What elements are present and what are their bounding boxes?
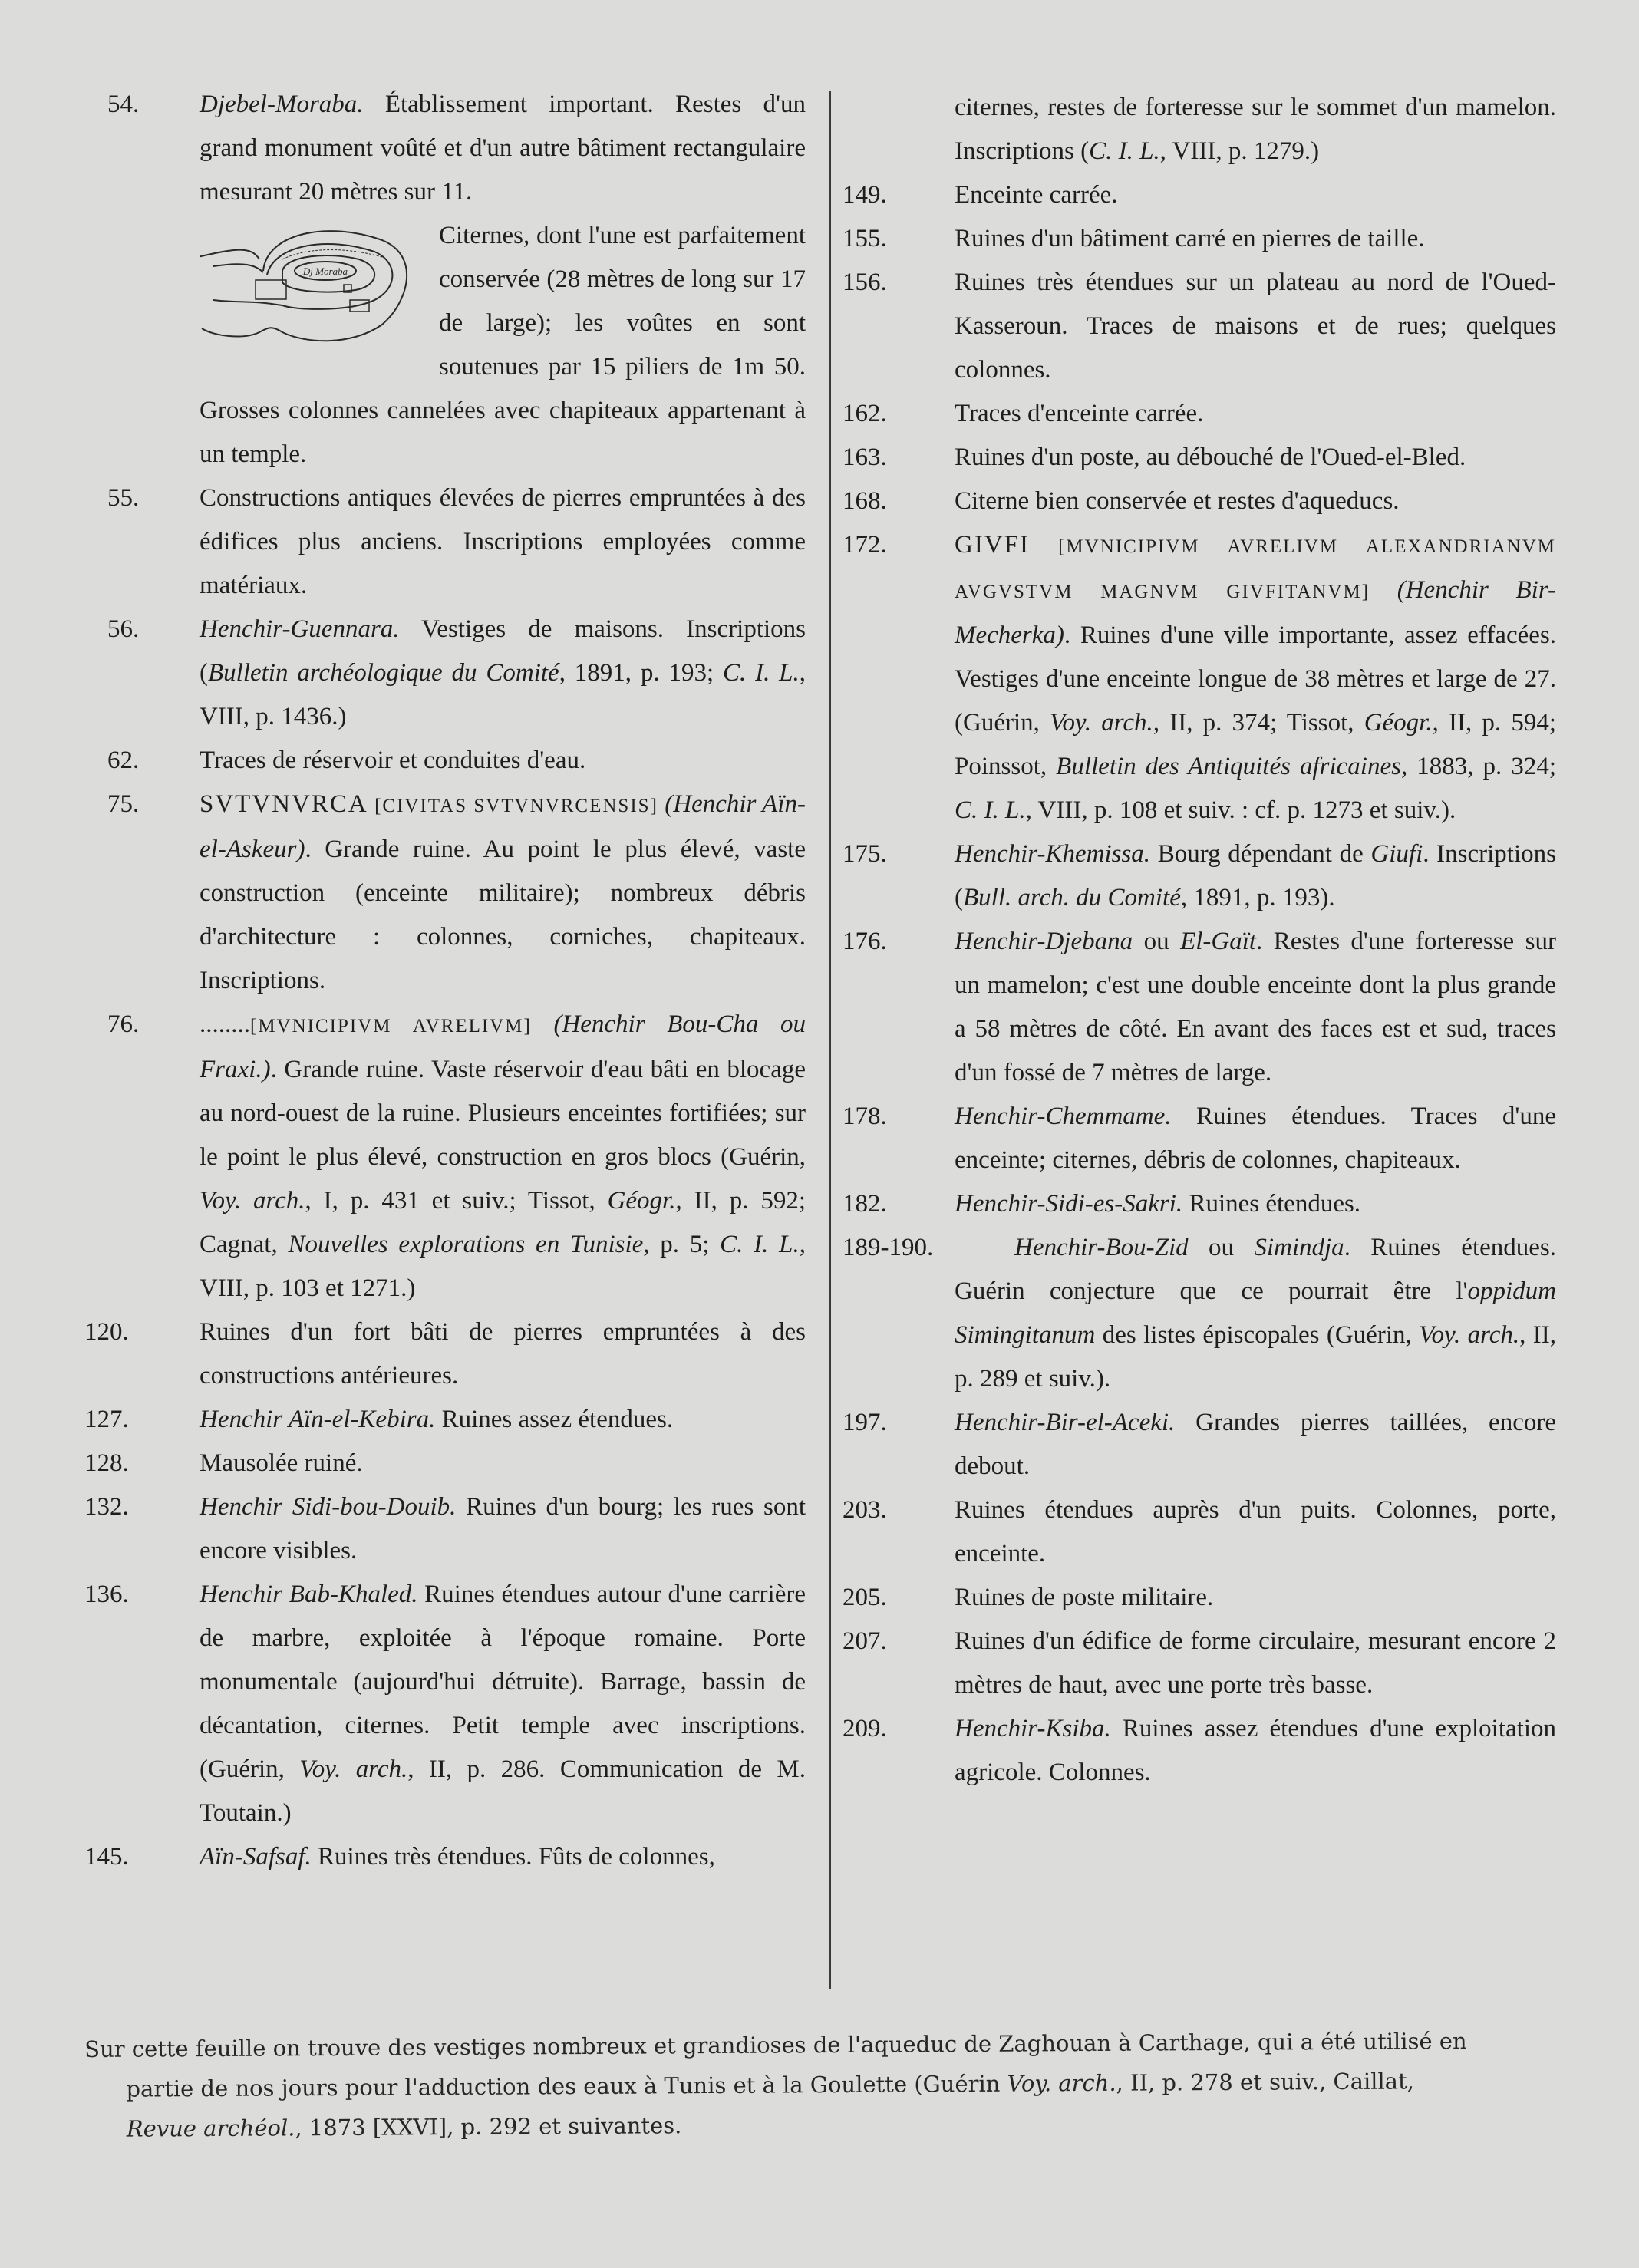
entry-text: , VIII, p. 108 et suiv. : cf. p. 1273 et suiv.). [1025, 796, 1456, 824]
site-sketch-map [200, 217, 420, 348]
entry-number: 207. [843, 1627, 887, 1655]
entry-number: 120. [84, 1318, 129, 1346]
entry-155 [843, 217, 1556, 261]
entry-text: , 1891, p. 193; [559, 659, 723, 687]
footer-text: , 1873 [XXVI], p. 292 et suivantes. [295, 2112, 682, 2141]
entry-text: citernes, restes de forteresse sur le sommet d'un mamelon. Inscriptions ( [955, 94, 1556, 165]
entry-number: 162. [843, 400, 887, 427]
site-name: Henchir-Bir-el-Aceki. [955, 1409, 1176, 1436]
entry-text: Traces de réservoir et conduites d'eau. [200, 747, 586, 774]
entry-text: , 1891, p. 193). [1180, 884, 1335, 911]
entry-136 [84, 1573, 806, 1835]
entry-number: 168. [843, 487, 887, 515]
entry-text: Citerne bien conservée et restes d'aqueducs. [955, 487, 1400, 515]
reference-title: Bulletin des Antiquités africaines [1056, 753, 1401, 780]
entry-text: Ruines étendues. [1182, 1190, 1361, 1218]
entry-number: 197. [843, 1409, 887, 1436]
entry-text: . Restes d'une forteresse sur un mamelon; c'est une double enceinte dont la plus grande a 58 mètres de côté. En avant des faces est et sud, traces d'un fossé de 7 mètres de large. [955, 928, 1557, 1086]
reference-title: Nouvelles explorations en Tunisie [288, 1231, 644, 1258]
site-name: Henchir-Ksiba. [955, 1715, 1111, 1742]
entry-207 [843, 1620, 1556, 1707]
entry-number: 127. [84, 1406, 129, 1433]
entry-182 [843, 1182, 1556, 1226]
entry-56 [100, 608, 806, 739]
entry-number: 155. [843, 225, 887, 252]
reference-title: oppidum Simingitanum [955, 1277, 1556, 1349]
entry-text: Mausolée ruiné. [200, 1449, 363, 1477]
footer-text: partie de nos jours pour l'adduction des eaux à Tunis et à la Goulette (Guérin [126, 2070, 1007, 2102]
entry-text: . Inscriptions ( [955, 840, 1556, 911]
reference-title: Bulletin archéologique du Comité [208, 659, 559, 687]
entry-text: Ruines assez étendues. [435, 1406, 674, 1433]
entry-number: 62. [107, 747, 140, 774]
entry-text: Ruines étendues auprès d'un puits. Colonnes, porte, enceinte. [955, 1496, 1556, 1567]
entry-76 [100, 1003, 806, 1310]
entry-text: , I, p. 431 et suiv.; Tissot, [305, 1187, 608, 1215]
entry-text: des listes épiscopales (Guérin, [1095, 1321, 1420, 1349]
entry-text: Bourg dépendant de [1150, 840, 1371, 868]
entry-55 [100, 476, 806, 608]
reference-title: C. I. L. [722, 659, 800, 687]
entry-text: Ruines d'un édifice de forme circulaire, mesurant encore 2 mètres de haut, avec une porte très basse. [955, 1627, 1556, 1699]
site-name: Henchir-Guennara. [200, 615, 400, 643]
entry-number: 182. [843, 1190, 887, 1218]
entry-number: 149. [843, 181, 887, 209]
reference-title: Voy. arch. [1050, 709, 1153, 737]
entry-text: , p. 5; [643, 1231, 721, 1258]
entry-149 [843, 173, 1556, 217]
entry-number: 178. [843, 1103, 887, 1130]
entry-163 [843, 436, 1556, 480]
entry-text: Constructions antiques élevées de pierres empruntées à des édifices plus anciens. Inscriptions employées comme matériaux. [200, 484, 806, 599]
ellipsis: ........ [200, 1010, 250, 1038]
entry-text: , II, p. 289 et suiv.). [955, 1321, 1557, 1393]
site-name: Henchir-Khemissa. [955, 840, 1151, 868]
reference-title: Géogr. [607, 1187, 676, 1215]
entry-text: . Ruines étendues. Guérin conjecture que ce pourrait être l' [955, 1234, 1557, 1305]
entry-text: , VIII, p. 1436.) [200, 659, 806, 730]
entry-number: 56. [107, 615, 140, 643]
footer-line: Sur cette feuille on trouve des vestiges nombreux et grandioses de l'aqueduc de Zaghouan à Carthage, qui a été utilisé en [84, 2027, 1467, 2062]
entry-62 [100, 739, 806, 783]
site-name: (Henchir Bir-Mecherka) [955, 576, 1557, 649]
entry-number: 189-190. [843, 1234, 934, 1261]
entry-203 [843, 1488, 1556, 1576]
entry-120 [84, 1310, 806, 1398]
entry-number: 54. [107, 91, 140, 118]
entry-text: Ruines de poste militaire. [955, 1584, 1214, 1611]
ancient-name: GIVFI [955, 531, 1030, 559]
column-divider [829, 91, 831, 1989]
entry-text: Ruines d'un fort bâti de pierres empruntées à des constructions antérieures. [200, 1318, 806, 1389]
entry-number: 176. [843, 928, 887, 955]
entry-209 [843, 1707, 1556, 1795]
entry-text: Traces d'enceinte carrée. [955, 400, 1204, 427]
site-name: Djebel-Moraba. [200, 91, 364, 118]
reference-title: Voy. arch. [1419, 1321, 1520, 1349]
entry-number: 75. [107, 790, 140, 818]
site-name: Aïn-Safsaf. [200, 1843, 312, 1871]
left-column [84, 83, 806, 1879]
entry-text: , II, p. 592; Cagnat, [200, 1187, 806, 1258]
entry-145 [84, 1835, 806, 1879]
continuation-text [850, 86, 1556, 173]
latin-name: [CIVITAS SVTVNVRCENSIS] [368, 796, 665, 816]
entry-number: 163. [843, 443, 887, 471]
entry-text: Ruines d'un poste, au débouché de l'Oued-el-Bled. [955, 443, 1466, 471]
site-name: Giufi [1370, 840, 1423, 868]
entry-number: 156. [843, 269, 887, 296]
site-name: Henchir Aïn-el-Kebira. [200, 1406, 436, 1433]
entry-176 [843, 920, 1557, 1095]
entry-text: . Grande ruine. Vaste réservoir d'eau bâti en blocage au nord-ouest de la ruine. Plusieurs enceintes fortifiées; sur le point le plus élevé, construction en gros blocs (Guérin, [200, 1056, 806, 1171]
entry-54 [100, 83, 806, 476]
entry-text: Ruines très étendues sur un plateau au nord de l'Oued-Kasseroun. Traces de maisons et de rues; quelques colonnes. [955, 269, 1556, 384]
site-name: Henchir-Chemmame. [955, 1103, 1172, 1130]
entry-172 [843, 523, 1557, 832]
site-name: Henchir-Djebana [955, 928, 1133, 955]
footer-text: , II, p. 278 et suiv., Caillat, [1116, 2068, 1415, 2096]
entry-text: Grandes pierres taillées, encore debout. [955, 1409, 1556, 1480]
reference-title: C. I. L. [1089, 137, 1160, 165]
entry-number: 128. [84, 1449, 129, 1477]
entry-number: 145. [84, 1843, 129, 1871]
entry-number: 132. [84, 1493, 129, 1521]
entry-162 [843, 392, 1556, 436]
site-name: Henchir-Bou-Zid [1014, 1234, 1189, 1261]
site-name: (Henchir Aïn-el-Askeur) [200, 790, 806, 863]
entry-text: , II, p. 286. Communication de M. Toutain.) [200, 1755, 806, 1827]
site-name: Henchir Bab-Khaled. [200, 1581, 418, 1608]
entry-197 [843, 1401, 1556, 1488]
reference-title: Revue archéol. [126, 2115, 295, 2142]
latin-name: [MVNICIPIVM AVRELIVM ALEXANDRIANVM AVGVSTVM MAGNVM GIVFITANVM] [955, 536, 1556, 602]
entry-text: Ruines étendues autour d'une carrière de marbre, exploitée à l'époque romaine. Porte monumentale (aujourd'hui détruite). Barrage, bassin de décantation, citernes. Petit temple avec inscriptions. (Guérin, [200, 1581, 806, 1783]
entry-178 [843, 1095, 1556, 1182]
reference-title: C. I. L. [955, 796, 1026, 824]
entry-text: Établissement important. Restes d'un grand monument voûté et d'un autre bâtiment rectangulaire mesurant 20 mètres sur 11. [200, 91, 806, 206]
site-name: Henchir Sidi-bou-Douib. [200, 1493, 457, 1521]
reference-title: Voy. arch. [299, 1755, 408, 1783]
site-name: (Henchir Bou-Cha ou Fraxi.) [200, 1010, 806, 1083]
entry-number: 172. [843, 531, 887, 559]
reference-title: C. I. L. [720, 1231, 800, 1258]
reference-title: Bull. arch. du Comité [963, 884, 1181, 911]
entry-text: Ruines étendues. Traces d'une enceinte; citernes, débris de colonnes, chapiteaux. [955, 1103, 1556, 1174]
reference-title: Voy. arch. [200, 1187, 305, 1215]
entry-number: 175. [843, 840, 887, 868]
entry-132 [84, 1485, 806, 1573]
footer-note [84, 2020, 1566, 2149]
site-name: Henchir-Sidi-es-Sakri. [955, 1190, 1183, 1218]
entry-75 [100, 783, 806, 1003]
entry-text: Enceinte carrée. [955, 181, 1118, 209]
sketch-label: Dj Moraba [302, 265, 348, 277]
entry-189-190 [843, 1226, 1557, 1401]
site-name: El-Gaït [1180, 928, 1257, 955]
entry-205 [843, 1576, 1556, 1620]
latin-name: [MVNICIPIVM AVRELIVM] [250, 1016, 554, 1037]
entry-number: 209. [843, 1715, 887, 1742]
entry-text: , VIII, p. 103 et 1271.) [200, 1231, 806, 1302]
ancient-name: SVTVNVRCA [200, 790, 368, 818]
entry-text: , II, p. 594; Poinssot, [955, 709, 1556, 780]
entry-128 [84, 1442, 806, 1485]
entry-text: . Grande ruine. Au point le plus élevé, vaste construction (enceinte militaire); nombreux débris d'architecture : colonnes, corniches, chapiteaux. Inscriptions. [200, 836, 806, 994]
entry-156 [843, 261, 1556, 392]
entry-text: ou [1188, 1234, 1255, 1261]
entry-text: Ruines d'un bourg; les rues sont encore visibles. [200, 1493, 806, 1564]
entry-text: Vestiges de maisons. Inscriptions ( [200, 615, 806, 687]
footer-line [85, 2100, 1566, 2149]
entry-text: ou [1133, 928, 1181, 955]
entry-text: , VIII, p. 1279.) [1159, 137, 1320, 165]
entry-text: Ruines d'un bâtiment carré en pierres de taille. [955, 225, 1425, 252]
reference-title: Géogr. [1364, 709, 1433, 737]
entry-127 [84, 1398, 806, 1442]
right-column [843, 86, 1557, 1795]
entry-175 [843, 832, 1556, 920]
entry-number: 136. [84, 1581, 129, 1608]
entry-text: Ruines très étendues. Fûts de colonnes, [311, 1843, 715, 1871]
entry-number: 55. [107, 484, 140, 512]
entry-168 [843, 480, 1556, 523]
entry-text: Citernes, dont l'une est parfaitement conservée (28 mètres de long sur 17 de large); les voûtes en sont soutenues par 15 piliers de 1m 50. Grosses colonnes cannelées avec chapiteaux appartenant à un temple. [200, 222, 806, 468]
entry-text: , II, p. 374; Tissot, [1153, 709, 1364, 737]
entry-text: . Ruines d'une ville importante, assez effacées. Vestiges d'une enceinte longue de 38 mètres et large de 27. (Guérin, [955, 621, 1556, 737]
entry-text: , 1883, p. 324; [1400, 753, 1557, 780]
entry-text: Ruines assez étendues d'une exploitation agricole. Colonnes. [955, 1715, 1556, 1786]
site-name: Simindja [1254, 1234, 1344, 1261]
entry-number: 205. [843, 1584, 887, 1611]
entry-number: 76. [107, 1010, 140, 1038]
entry-number: 203. [843, 1496, 887, 1524]
reference-title: Voy. arch. [1007, 2069, 1116, 2097]
